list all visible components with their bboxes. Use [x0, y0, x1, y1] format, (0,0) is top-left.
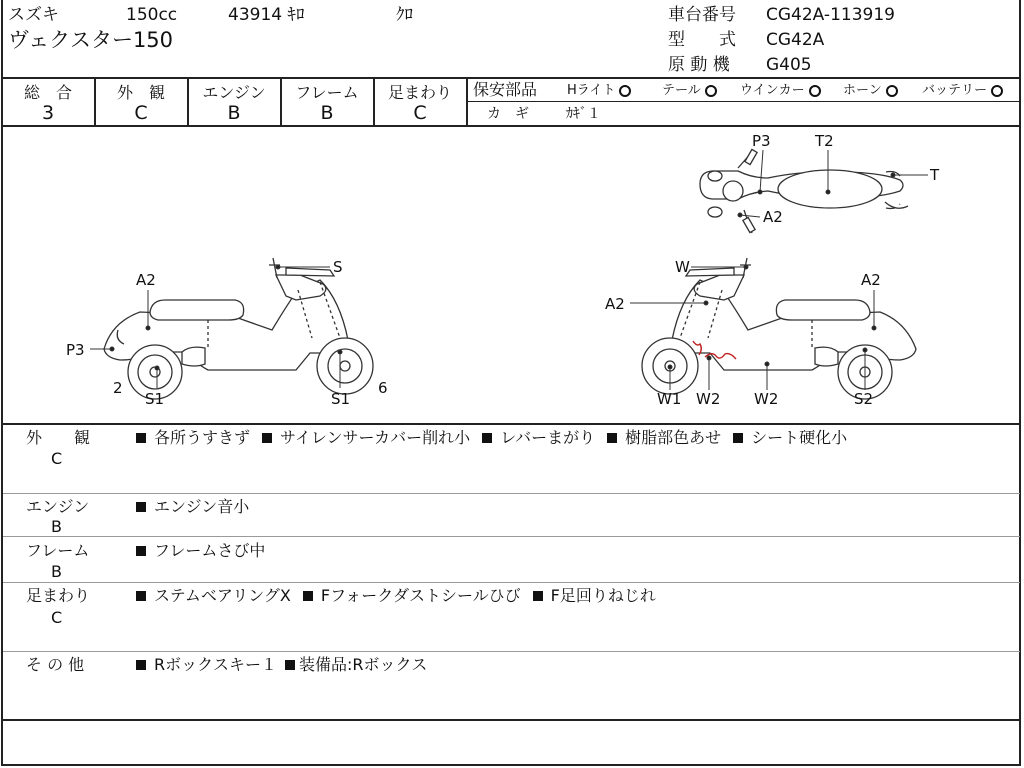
square-bullet-icon [303, 591, 313, 601]
displacement: 150cc [126, 5, 178, 25]
grade-label: 総 合 [23, 83, 72, 102]
grade-label: 足まわり [387, 83, 452, 102]
detail-item: シート硬化小 [733, 428, 847, 447]
detail-grade: B [51, 562, 62, 581]
circle-mark-icon [991, 85, 1003, 97]
square-bullet-icon [136, 502, 146, 512]
mileage: 43914 ｷﾛ [228, 5, 305, 25]
detail-item: Fフォークダストシールひび [303, 586, 521, 605]
detail-item: 各所うすきず [136, 428, 250, 447]
circle-mark-icon [886, 85, 898, 97]
diagram-label: W1 [657, 390, 682, 408]
circle-mark-icon [705, 85, 717, 97]
detail-item: 装備品:Rボックス [285, 655, 427, 674]
detail-category: フレーム [26, 541, 90, 560]
divider [3, 493, 1020, 494]
diagram-label: S2 [854, 390, 874, 408]
detail-item: レバーまがり [482, 428, 595, 447]
safety-battery [922, 81, 1003, 101]
safety-item-label: バッテリー [922, 83, 988, 98]
type-label: 型 式 [668, 30, 736, 50]
diagram-label: W2 [754, 390, 779, 408]
square-bullet-icon [482, 433, 492, 443]
divider [1, 77, 1021, 79]
square-bullet-icon [607, 433, 617, 443]
detail-category: そ の 他 [26, 655, 85, 674]
damage-diagram [0, 127, 1024, 423]
safety-headlight [567, 81, 631, 101]
safety-tail [662, 81, 717, 101]
square-bullet-icon [285, 660, 295, 670]
engine-value: G405 [766, 55, 812, 75]
diagram-label: T [930, 166, 940, 184]
diagram-label: 6 [378, 379, 388, 397]
square-bullet-icon [533, 591, 543, 601]
grade-value: B [320, 102, 334, 124]
chassis-label: 車台番号 [668, 5, 736, 25]
engine-label: 原 動 機 [668, 55, 730, 75]
detail-grade: B [51, 517, 62, 536]
grade-value: C [413, 102, 427, 124]
detail-item: サイレンサーカバー削れ小 [262, 428, 470, 447]
diagram-label: A2 [861, 271, 881, 289]
square-bullet-icon [136, 433, 146, 443]
square-bullet-icon [733, 433, 743, 443]
diagram-label: P3 [66, 341, 85, 359]
divider [3, 651, 1020, 652]
safety-item-label: Hライト [567, 83, 616, 98]
diagram-label: A2 [605, 295, 625, 313]
diagram-label: T2 [815, 132, 834, 150]
circle-mark-icon [619, 85, 631, 97]
grade-value: C [134, 102, 148, 124]
diagram-label: W2 [696, 390, 721, 408]
maker: スズキ [8, 5, 59, 25]
type-value: CG42A [766, 30, 825, 50]
detail-grade: C [51, 608, 63, 627]
detail-item: Rボックスキー１ [136, 655, 277, 674]
grade-label: 外 観 [116, 83, 165, 102]
square-bullet-icon [136, 591, 146, 601]
safety-item-label: ホーン [843, 83, 882, 98]
square-bullet-icon [262, 433, 272, 443]
square-bullet-icon [136, 546, 146, 556]
grade-label: エンジン [202, 83, 266, 102]
divider [3, 536, 1020, 537]
scooter-top-view [700, 149, 908, 233]
grade-value: B [227, 102, 241, 124]
divider [3, 582, 1020, 583]
detail-item: エンジン音小 [136, 497, 249, 516]
detail-item: フレームさび中 [136, 541, 265, 560]
safety-horn [843, 81, 898, 101]
safety-winker [740, 81, 821, 101]
detail-category: エンジン [26, 497, 90, 516]
detail-items [136, 655, 439, 675]
grade-value: 3 [41, 102, 55, 124]
diagram-label: S1 [145, 390, 165, 408]
diagram-label: A2 [763, 208, 783, 226]
divider [466, 101, 1021, 102]
detail-items [136, 541, 277, 561]
diagram-label: A2 [136, 271, 156, 289]
diagram-label: W [675, 258, 690, 276]
diagram-label: S [333, 258, 343, 276]
detail-grade: C [51, 449, 63, 468]
key-value: ｶｷﾞ１ [566, 106, 601, 122]
grade-label: フレーム [295, 83, 359, 102]
safety-title: 保安部品 [473, 80, 538, 99]
divider [1, 423, 1021, 425]
detail-items [136, 497, 261, 517]
diagram-label: 2 [113, 379, 123, 397]
safety-item-label: テール [662, 83, 701, 98]
detail-item: F足回りねじれ [533, 586, 656, 605]
detail-category: 外 観 [26, 428, 91, 447]
circle-mark-icon [809, 85, 821, 97]
safety-item-label: ウインカー [740, 83, 805, 98]
divider [1, 719, 1021, 721]
detail-item: 樹脂部色あせ [607, 428, 721, 447]
model-name: ヴェクスター150 [8, 28, 174, 52]
key-label: カ ギ [487, 106, 529, 122]
detail-items [136, 586, 668, 606]
diagram-label: S1 [331, 390, 351, 408]
detail-items [136, 428, 859, 448]
color: ｸﾛ [396, 5, 413, 25]
diagram-label: P3 [752, 132, 771, 150]
detail-category: 足まわり [26, 586, 91, 605]
detail-item: ステムベアリングX [136, 586, 291, 605]
chassis-value: CG42A-113919 [766, 5, 895, 25]
square-bullet-icon [136, 660, 146, 670]
